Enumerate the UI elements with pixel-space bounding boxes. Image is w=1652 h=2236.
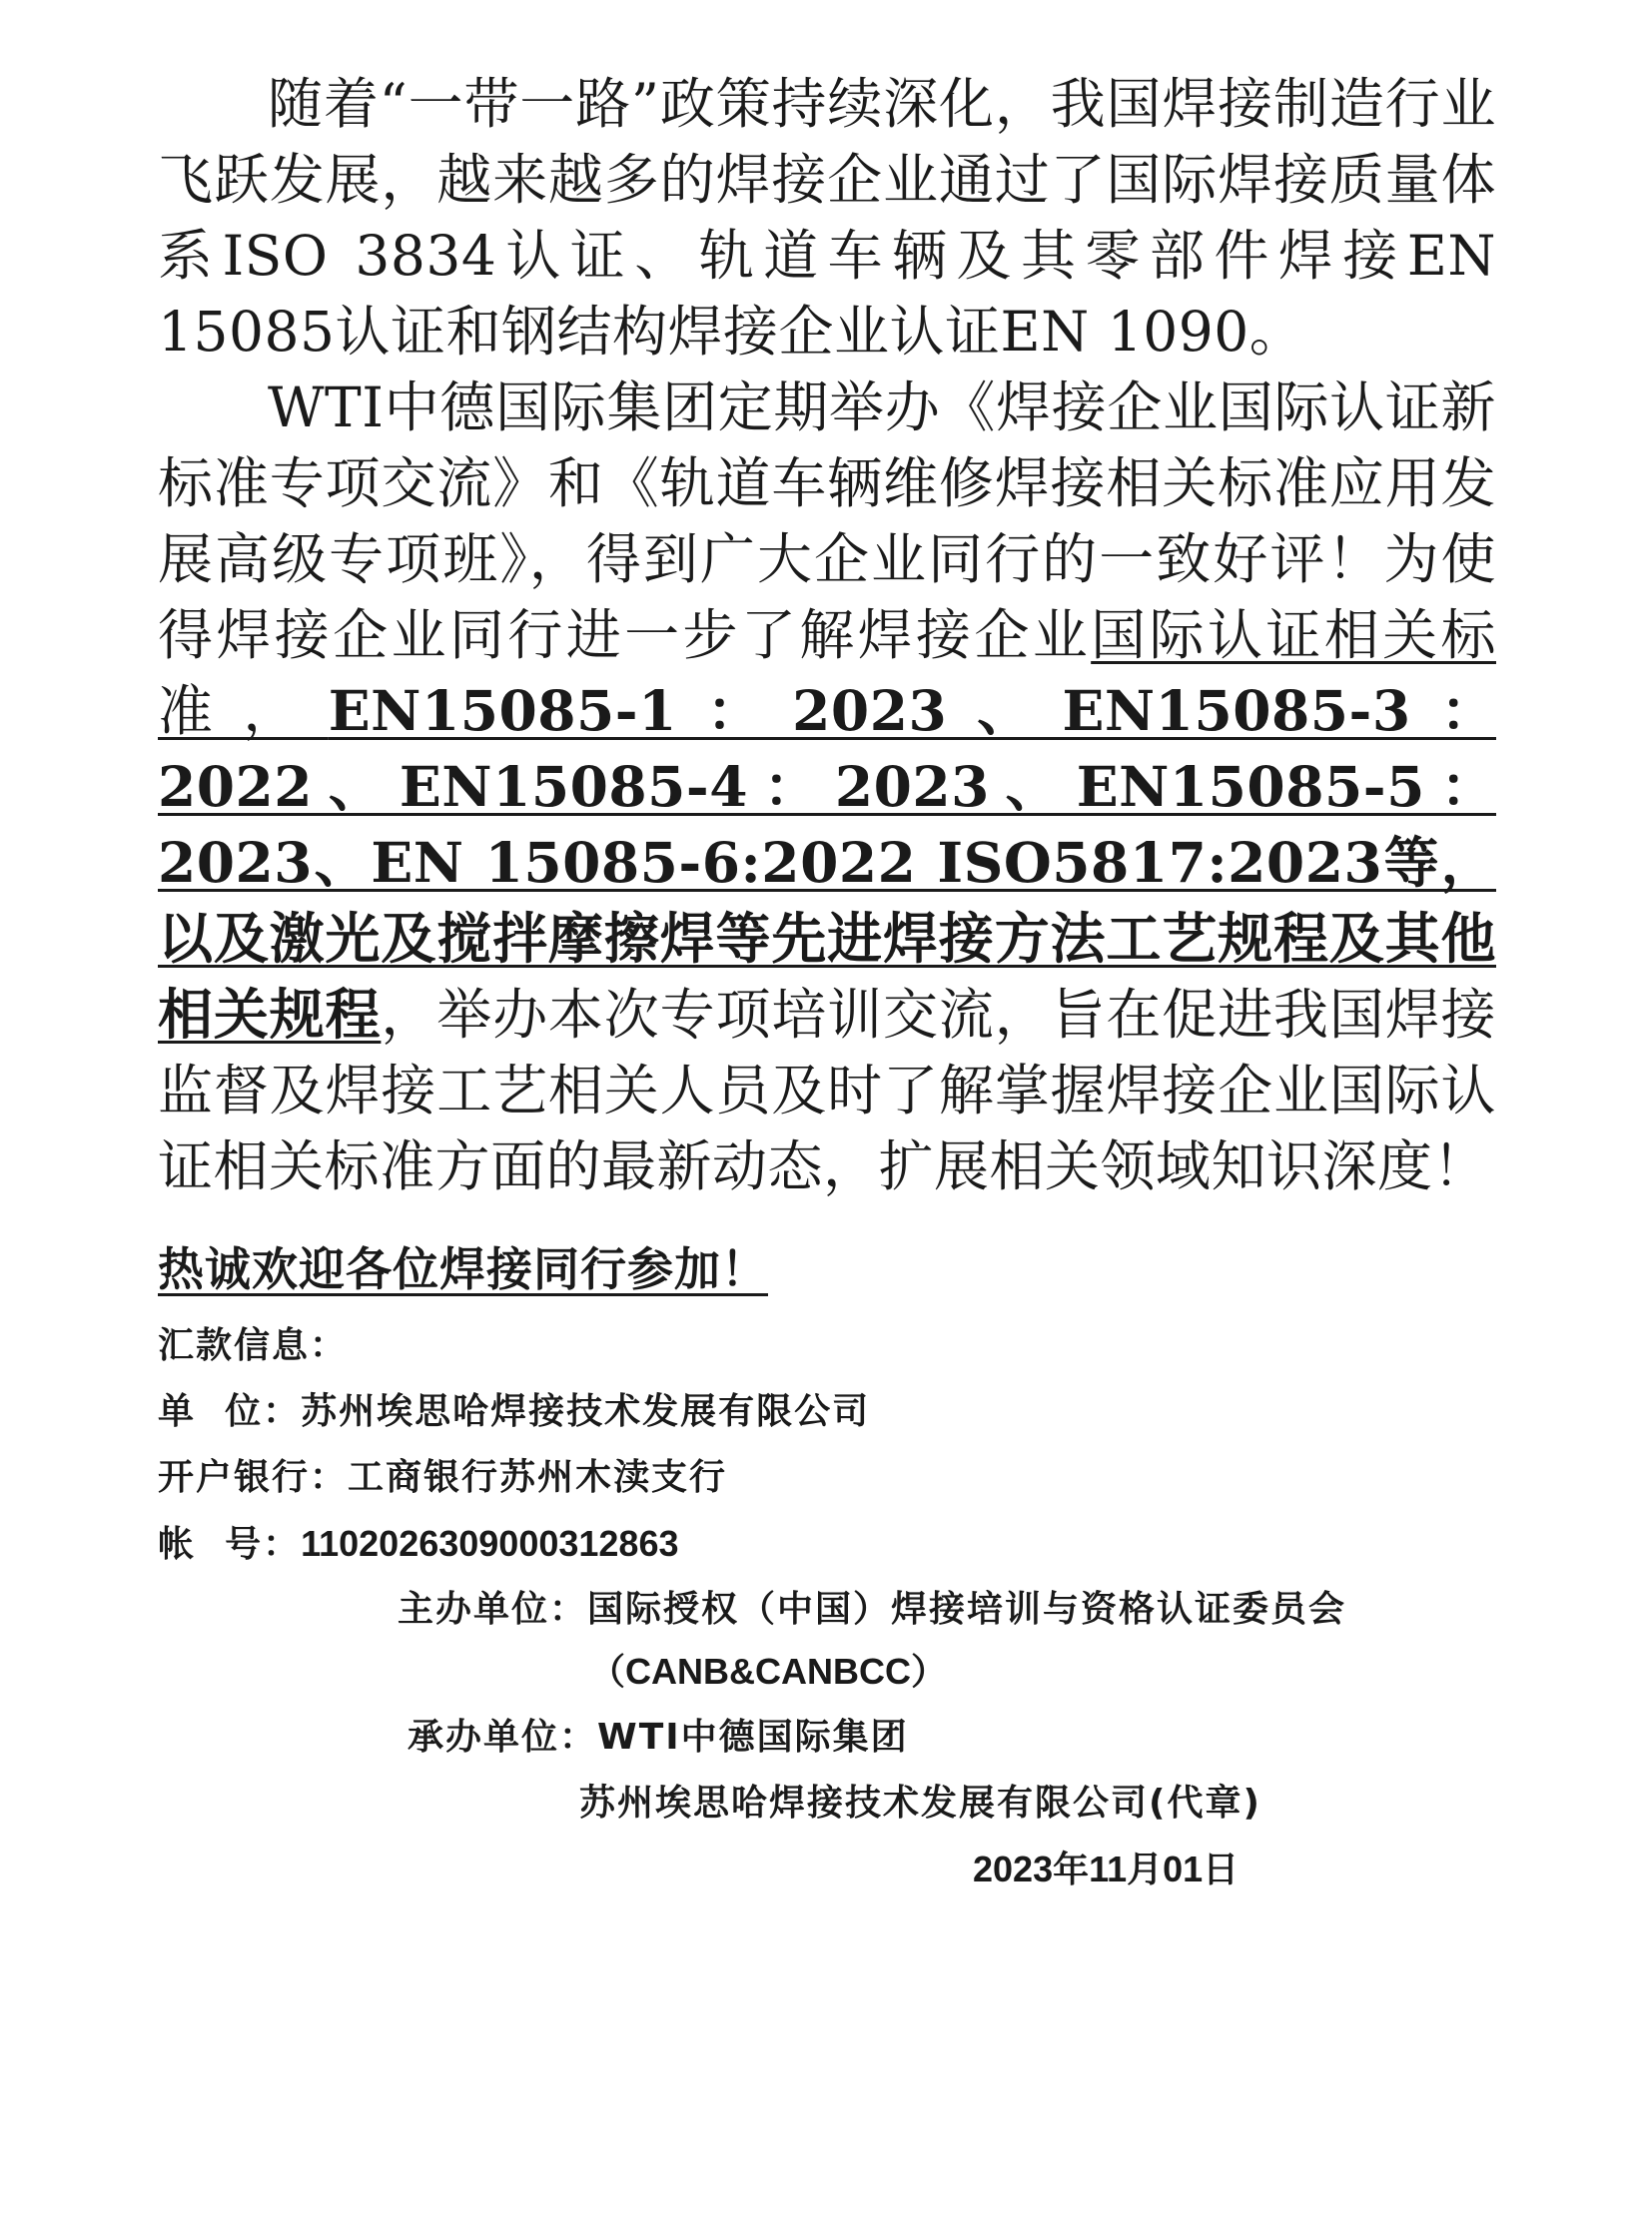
event-intro-text: WTI中德国际集团定期举办《焊接企业国际认证新标准专项交流》和《轨道车辆维修焊接相关标准应用发展高级专项班》，得到广大企业同行的一致好评！为使得焊接企业同行进一步了解焊接企业: [158, 375, 1496, 667]
co-organizer-row: [408, 1718, 909, 1758]
welcome-text: 热诚欢迎各位焊接同行参加！: [158, 1242, 768, 1296]
standards-underlined-text: 国际认证相关标准，: [158, 603, 1496, 743]
standards-list-bold-text: EN15085-1：2023、EN15085-3：2022、EN15085-4：2023、EN15085-5：2023、EN 15085-6:2022 ISO5817:2023等，以及激光及搅拌摩擦焊等先进焊接方法工艺规程及其他相关规程: [158, 678, 1496, 1047]
host-label: 主办单位：: [398, 1589, 588, 1630]
unit-label: 单 位：: [158, 1391, 302, 1432]
co-organizer-value: WTI中德国际集团: [597, 1717, 909, 1758]
bank-label: 开户银行：: [158, 1457, 349, 1498]
remittance-account-row: [158, 1524, 679, 1565]
remittance-bank-row: [158, 1458, 727, 1498]
bank-value: 工商银行苏州木渎支行: [348, 1457, 728, 1498]
host-value: 国际授权（中国）焊接培训与资格认证委员会: [587, 1589, 1347, 1630]
unit-value: 苏州埃思哈焊接技术发展有限公司: [301, 1391, 871, 1432]
host-abbr-text: （CANB&CANBCC）: [589, 1651, 947, 1692]
signing-company: 苏州埃思哈焊接技术发展有限公司(代章): [579, 1783, 1261, 1824]
host-row: [398, 1590, 1346, 1630]
co-organizer-label: 承办单位：: [408, 1717, 598, 1758]
event-paragraph: [158, 370, 1496, 1204]
account-label: 帐 号：: [158, 1524, 302, 1565]
notice-date: 2023年11月01日: [973, 1849, 1239, 1889]
remittance-heading: 汇款信息：: [158, 1325, 349, 1366]
remittance-unit-row: [158, 1392, 870, 1432]
host-abbreviation: [589, 1652, 947, 1693]
notice-body: [158, 66, 1496, 1204]
welcome-line: [158, 1233, 812, 1299]
event-purpose-text: ，举办本次专项培训交流，旨在促进我国焊接监督及焊接工艺相关人员及时了解掌握焊接企业国际认证相关标准方面的最新动态，扩展相关领域知识深度！: [158, 983, 1496, 1198]
intro-paragraph: 随着“一带一路”政策持续深化，我国焊接制造行业飞跃发展，越来越多的焊接企业通过了国际焊接质量体系ISO 3834认证、轨道车辆及其零部件焊接EN 15085认证和钢结构焊接企业认证EN 1090。: [158, 72, 1496, 364]
account-value: 1102026309000312863: [301, 1523, 679, 1564]
